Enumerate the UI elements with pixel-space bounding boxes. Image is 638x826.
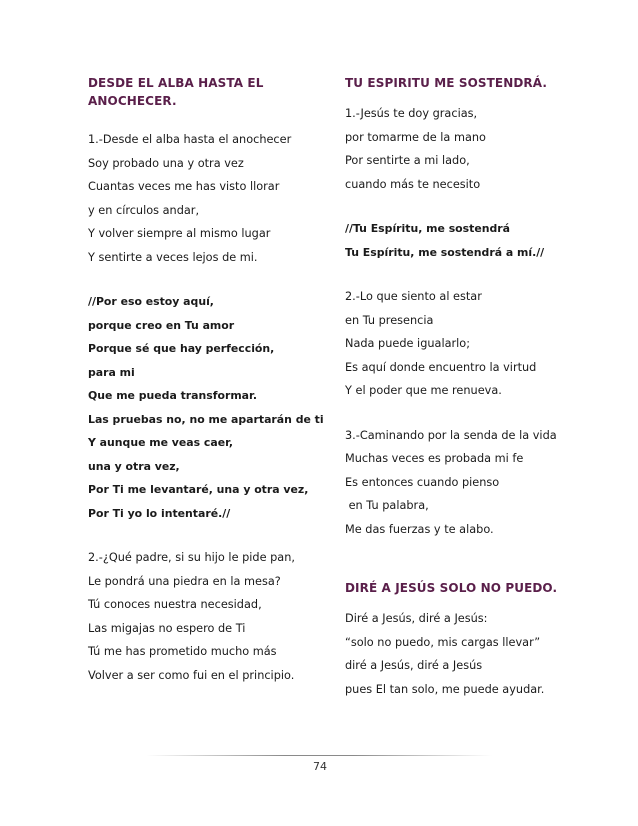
lyric-line: Volver a ser como fui en el principio. [88,668,295,682]
chorus-line: Que me pueda transformar. [88,389,257,402]
lyric-line: Las migajas no espero de Ti [88,621,246,635]
stanza-gap [88,269,328,290]
stanza-gap [345,403,585,424]
verse-2 [88,546,328,687]
lyric-line: Es entonces cuando pienso [345,475,500,489]
lyric-line: 2.-Lo que siento al estar [345,290,482,303]
chorus-line: //Tu Espíritu, me sostendrá [345,222,511,235]
chorus-line: Por Ti yo lo intentaré.// [88,506,231,520]
lyric-line: “solo no puedo, mis cargas llevar” [345,635,541,649]
lyric-line: Diré a Jesús, diré a Jesús: [345,612,488,625]
lyric-line: Por sentirte a mi lado, [345,154,470,167]
verse-1 [345,102,585,196]
chorus-line: Porque sé que hay perfección, [88,342,275,355]
chorus-line: para mi [88,365,135,379]
lyric-line: en Tu presencia [345,313,434,327]
chorus-line: Por Ti me levantaré, una y otra vez, [88,483,309,496]
song-title-tu-espiritu: TU ESPIRITU ME SOSTENDRÁ. [345,76,548,90]
lyric-line: diré a Jesús, diré a Jesús [345,659,483,672]
lyric-line: Tú conoces nuestra necesidad, [88,598,262,611]
verse-2 [345,285,585,403]
lyric-line: cuando más te necesito [345,177,481,191]
lyric-line: 1.-Jesús te doy gracias, [345,107,478,120]
song-title-dire-a-jesus: DIRÉ A JESÚS SOLO NO PUEDO. [345,581,558,595]
page-number: 74 [313,760,327,773]
song-title-desde-el-alba: DESDE EL ALBA HASTA EL ANOCHECER. [88,76,264,108]
stanza-gap [345,264,585,285]
section-gap [345,541,585,579]
lyric-line: Y el poder que me renueva. [345,384,502,397]
lyric-line: Muchas veces es probada mi fe [345,452,524,465]
lyric-line: por tomarme de la mano [345,130,486,144]
lyric-line: Y sentirte a veces lejos de mi. [88,250,258,264]
chorus-line: porque creo en Tu amor [88,318,235,332]
lyric-line: pues El tan solo, me puede ayudar. [345,682,545,696]
lyric-line: 1.-Desde el alba hasta el anochecer [88,133,292,146]
stanza-gap [345,196,585,217]
chorus [345,217,585,264]
chorus-line: //Por eso estoy aquí, [88,295,214,308]
lyric-line: en Tu palabra, [345,499,429,512]
lyric-line: Me das fuerzas y te alabo. [345,522,494,536]
lyric-line: Tú me has prometido mucho más [88,645,277,658]
chorus-line: Tu Espíritu, me sostendrá a mí.// [345,245,545,259]
stanza-gap [88,525,328,546]
lyric-line: 3.-Caminando por la senda de la vida [345,428,557,442]
verse-1 [88,128,328,269]
lyric-line: Y volver siempre al mismo lugar [88,227,271,240]
chorus-line: una y otra vez, [88,459,180,473]
chorus-line: Y aunque me veas caer, [88,436,233,449]
left-column [88,74,328,687]
lyric-line: y en círculos andar, [88,203,200,217]
lyric-line: Soy probado una y otra vez [88,156,244,170]
chorus [88,290,328,525]
verse-3 [345,424,585,542]
verse-4 [345,607,585,701]
lyric-line: Le pondrá una piedra en la mesa? [88,574,281,588]
chorus-line: Las pruebas no, no me apartarán de ti [88,412,324,426]
footer-divider [146,755,492,756]
lyric-line: 2.-¿Qué padre, si su hijo le pide pan, [88,551,295,564]
lyric-line: Cuantas veces me has visto llorar [88,180,280,193]
lyric-line: Nada puede igualarlo; [345,337,471,350]
lyric-line: Es aquí donde encuentro la virtud [345,360,537,374]
right-column [345,74,585,701]
